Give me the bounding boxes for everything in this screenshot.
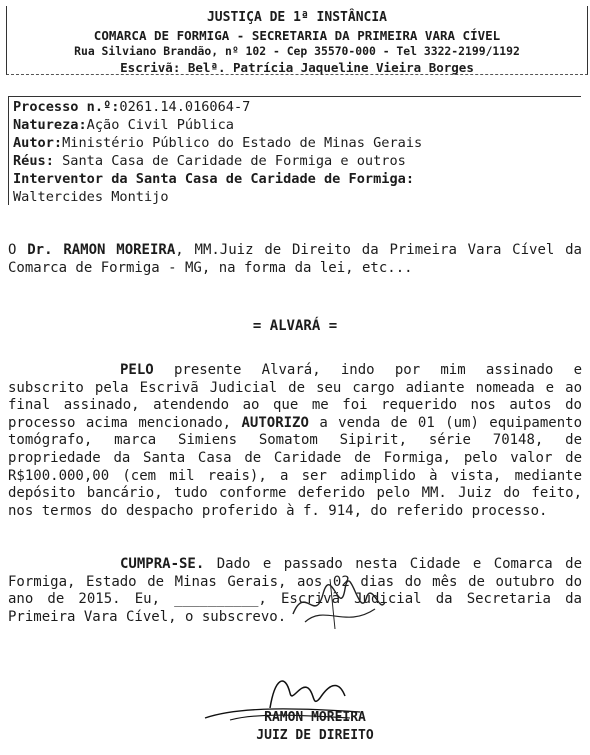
judge-signature-block: [0, 660, 590, 755]
clerk-line: Escrivã: Belª. Patrícia Jaqueline Vieira Borges: [120, 60, 474, 75]
authorization-paragraph: [8, 362, 582, 520]
paragraph-text-a: presente Alvará, indo por mim assinado e subscrito pela Escrivã Judicial de seu cargo adiante nomeada e ao final assinado, atendendo ao que me foi requerido nos autos do processo acima mencionado,: [8, 362, 582, 431]
defendants-row: [13, 153, 406, 169]
process-row: [13, 99, 250, 115]
nature-value: Ação Civil Pública: [86, 117, 234, 133]
paragraph-text-b: a venda de 01 (um) equipamento tomógrafo, marca Simiens Somatom Sipirit, série 70148, de propriedade da Santa Casa de Caridade de Formiga, pelo valor de R$100.000,00 (cem mil reais), a ser adimplido à vista, mediante depósito bancário, tudo conforme deferido pelo MM. Juiz do feito, nos termos do despacho proferido à f. 914, do referido processo.: [8, 414, 583, 519]
court-title: JUSTIÇA DE 1ª INSTÂNCIA: [206, 10, 387, 25]
authorize-keyword: AUTORIZO: [241, 414, 309, 431]
intro-rest: , MM.Juiz de Direito da Primeira Vara Cível da Comarca de Formiga - MG, na forma da lei, etc...: [8, 242, 582, 276]
nature-row: [13, 117, 234, 133]
closing-text: Dado e passado nesta Cidade e Comarca de Formiga, Estado de Minas Gerais, aos 02 dias do mês de outubro do ano de 2015. Eu, __________, Escrivã Judicial da Secretaria da Primeira Vara Cível, o subscrevo.: [8, 556, 582, 625]
clerk-signature: [285, 574, 395, 634]
judge-name: RAMON MOREIRA: [264, 710, 366, 725]
defendants-label: Réus:: [13, 153, 54, 169]
district-line: COMARCA DE FORMIGA - SECRETARIA DA PRIMEIRA VARA CÍVEL: [93, 28, 501, 43]
intervenor-label: Interventor da Santa Casa de Caridade de Formiga:: [13, 171, 415, 187]
process-label: Processo n.º:: [13, 99, 120, 115]
process-value: 0261.14.016064-7: [119, 99, 251, 115]
author-value: Ministério Público do Estado de Minas Gerais: [62, 135, 423, 151]
judge-role: JUIZ DE DIREITO: [256, 728, 374, 743]
document-title: = ALVARÁ =: [252, 318, 338, 334]
author-row: [13, 135, 422, 151]
court-header: [6, 6, 588, 75]
case-info-box: [8, 96, 581, 205]
author-label: Autor:: [13, 135, 63, 151]
intro-prefix: O: [8, 242, 28, 258]
defendants-value: Santa Casa de Caridade de Formiga e outros: [53, 153, 406, 169]
address-line: Rua Silviano Brandão, nº 102 - Cep 35570-000 - Tel 3322-2199/1192: [74, 44, 520, 58]
judge-name-inline: Dr. RAMON MOREIRA: [27, 242, 176, 258]
intro-paragraph: [8, 242, 582, 277]
nature-label: Natureza:: [13, 117, 87, 133]
intervenor-value: Waltercides Montijo: [13, 189, 169, 205]
closing-lead: CUMPRA-SE.: [120, 556, 205, 572]
paragraph-lead: PELO: [120, 362, 154, 378]
